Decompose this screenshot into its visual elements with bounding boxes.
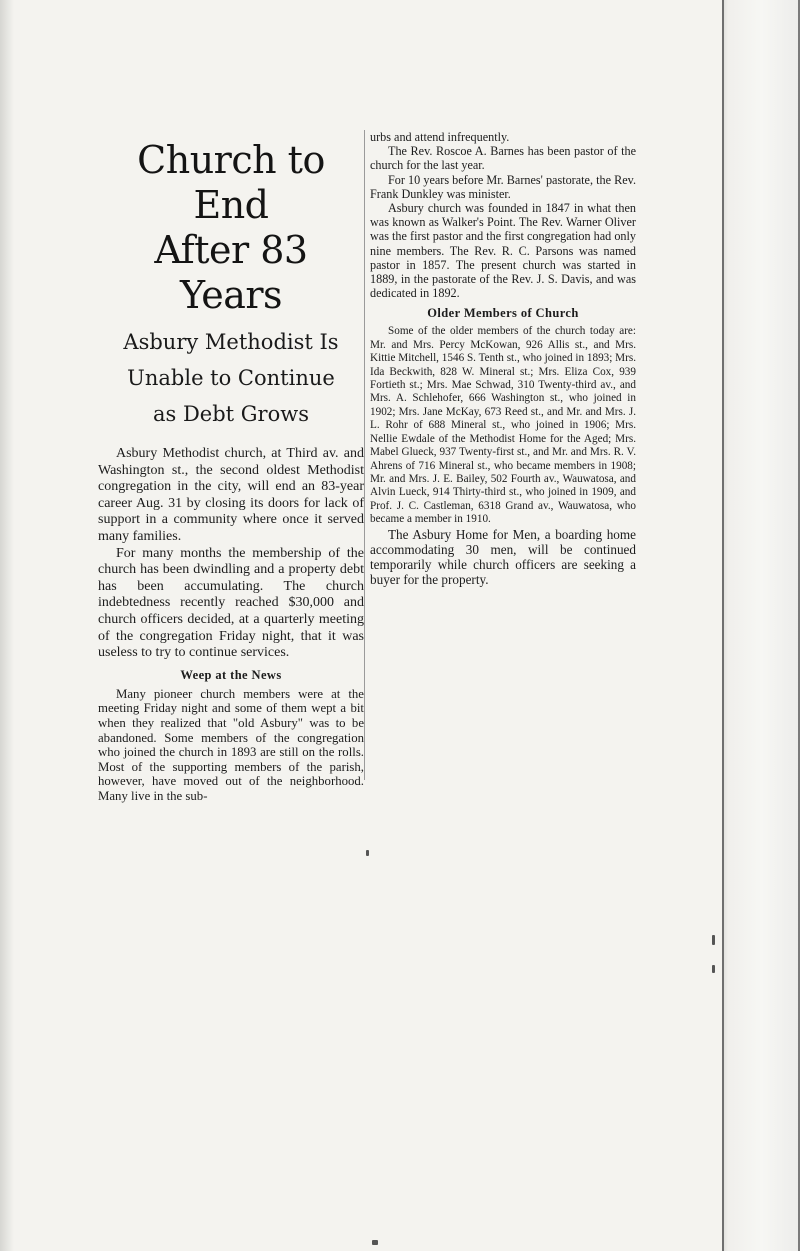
deck-line-3: as Debt Grows: [152, 402, 309, 426]
deck-headline: [98, 324, 364, 432]
paragraph-barnes: The Rev. Roscoe A. Barnes has been pastor of the church for the last year.: [370, 144, 636, 173]
scan-speck: [372, 1240, 378, 1245]
paragraph-members: Some of the older members of the church today are: Mr. and Mrs. Percy McKowan, 926 Allis st., and Mrs. Kittie Mitchell, 1546 S. Tenth st., who joined in 1893; Mrs. Ida Beckwith, 828 W. Mineral st.; Mrs. Eliza Cox, 939 Fortieth st.; Mrs. Mae Schwad, 310 Twenty-third av., and Mrs. A. Schlehofer, 666 Washington st., who joined in 1902; Mrs. Jane McKay, 673 Reed st., and Mr. and Mrs. J. L. Rohr of 688 Mineral st., who joined in 1906; Mrs. Nellie Ewdale of the Methodist Home for the Aged; Mrs. Mabel Glueck, 937 Twenty-first st., and Mr. and Mrs. R. V. Ahrens of 716 Mineral st., who became members in 1908; Mr. and Mrs. J. E. Bailey, 502 Fourth av., Wauwatosa, and Alvin Lueck, 914 Thirty-third st., who joined in 1909, and Prof. J. C. Castleman, 6318 Grand av., Wauwatosa, who became a member in 1910.: [370, 325, 636, 526]
paragraph-dunkley: For 10 years before Mr. Barnes' pastorate, the Rev. Frank Dunkley was minister.: [370, 172, 636, 201]
paragraph-history: Asbury church was founded in 1847 in what then was known as Walker's Point. The Rev. Warner Oliver was the first pastor and the first congregation had only nine members. The Rev. R. C. Parsons was named pastor in 1857. The present church was started in 1889, in the pastorate of the Rev. J. S. Davis, and was dedicated in 1892.: [370, 201, 636, 301]
paragraph-weep: Many pioneer church members were at the meeting Friday night and some of them wept a bit when they realized that "old Asbury" was to be abandoned. Some members of the congregation who joined the church in 1893 are still on the rolls. Most of the supporting members of the parish, however, have moved out of the neighborhood. Many live in the sub-: [98, 686, 364, 803]
subhead-older-members: Older Members of Church: [427, 306, 579, 321]
page-edge-strip: [722, 0, 800, 1251]
paragraph-membership: For many months the membership of the church has been dwindling and a property debt has been accumulating. The church indebtedness recently reached $30,000 and church officers decided, at a quarterly meeting of the congregation Friday night, that it was useless to try to continue services.: [98, 545, 364, 661]
scan-speck: [712, 935, 715, 945]
deck-line-1: Asbury Methodist Is: [123, 330, 339, 354]
page-left-shadow: [0, 0, 14, 1251]
column-rule: [364, 130, 365, 780]
scan-speck: [366, 850, 369, 856]
headline: [98, 138, 364, 318]
left-column: [98, 130, 364, 803]
paragraph-closing: The Asbury Home for Men, a boarding home accommodating 30 men, will be continued temporarily while church officers are seeking a buyer for the property.: [370, 526, 636, 588]
right-column: [370, 130, 636, 587]
deck-line-2: Unable to Continue: [127, 366, 335, 390]
scan-speck: [712, 965, 715, 973]
headline-line-2: After 83 Years: [154, 228, 308, 317]
headline-line-1: Church to End: [137, 138, 325, 227]
paragraph-continuation: urbs and attend infrequently.: [370, 130, 510, 144]
paragraph-intro: Asbury Methodist church, at Third av. and Washington st., the second oldest Methodist congregation in the city, will end an 83-year career Aug. 31 by closing its doors for lack of support in a community where once it served many families.: [98, 446, 364, 544]
page-edge-line: [722, 0, 724, 1251]
subhead-weep: Weep at the News: [180, 667, 282, 682]
newspaper-clipping: [94, 130, 644, 803]
